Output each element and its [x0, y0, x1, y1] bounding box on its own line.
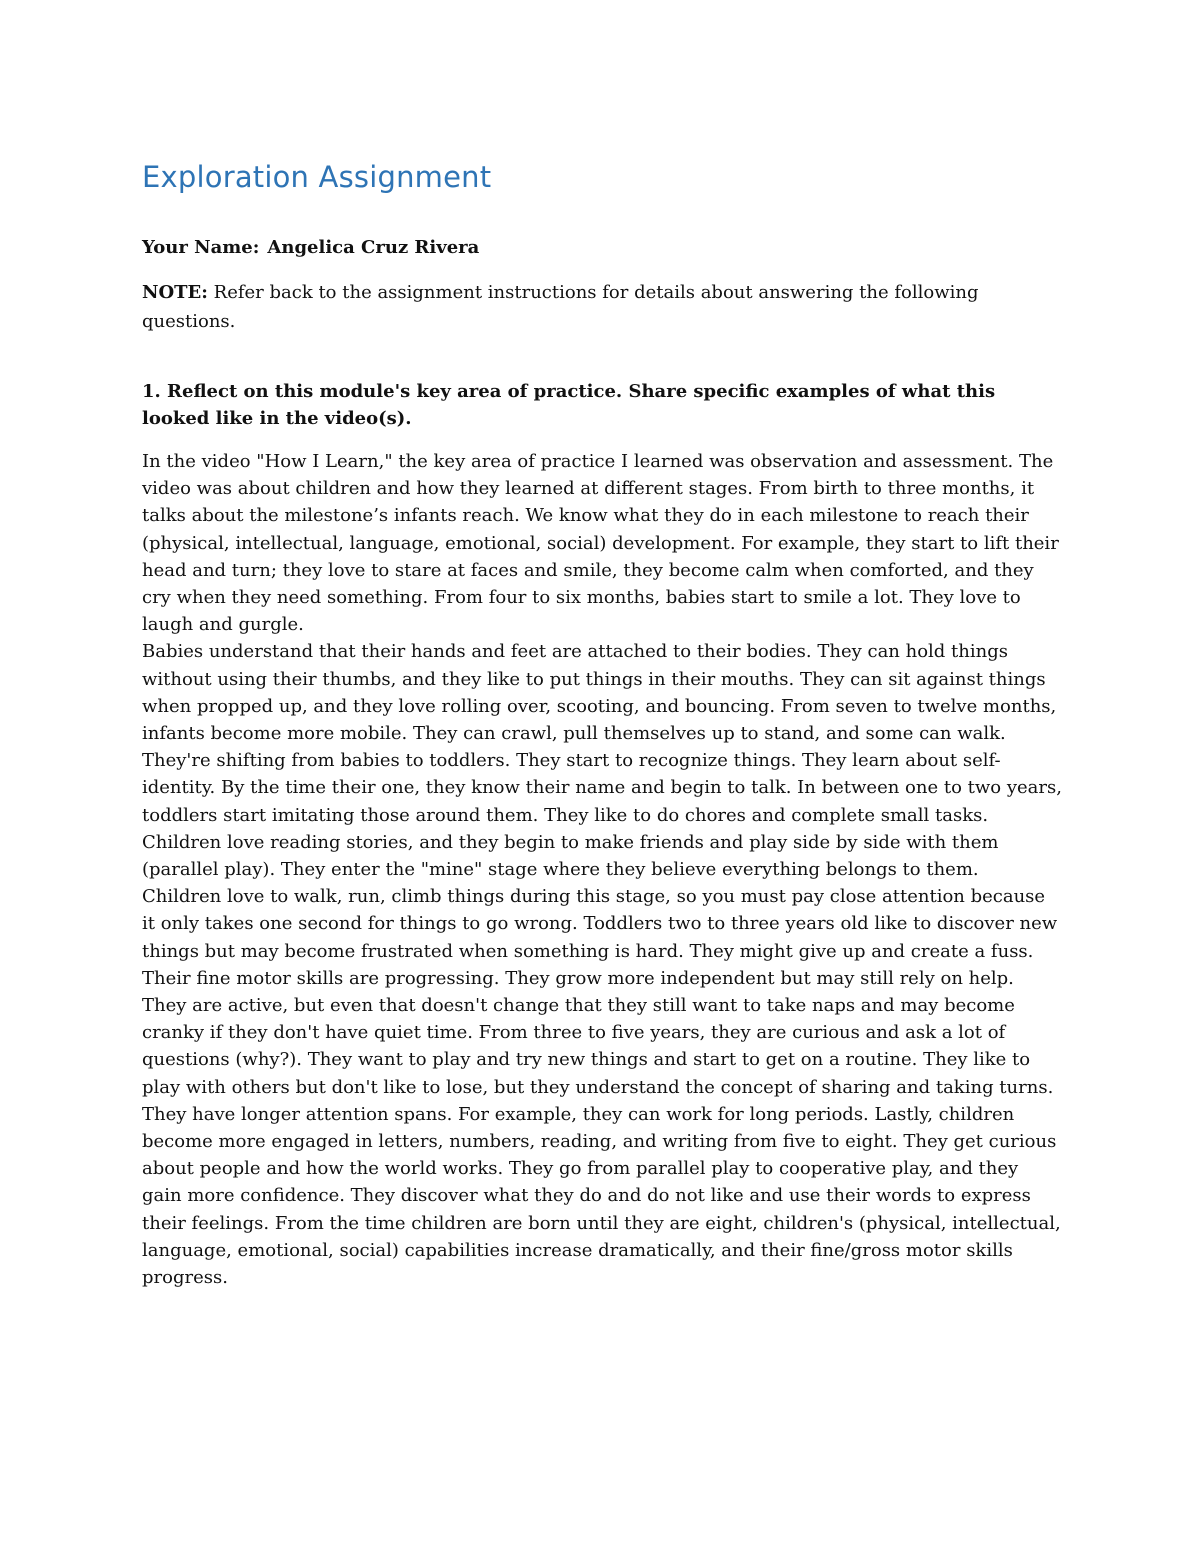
answer-1 — [142, 448, 1062, 1291]
note-text: Refer back to the assignment instructions for details about answering the following questions. — [142, 281, 979, 332]
note-label: NOTE: — [142, 281, 208, 303]
answer-paragraph-1: In the video "How I Learn," the key area of practice I learned was observation and assessment. The video was about children and how they learned at different stages. From birth to three months, it talks about the milestone’s infants reach. We know what they do in each milestone to reach their (physical, intellectual, language, emotional, social) development. For example, they start to lift their head and turn; they love to stare at faces and smile, they become calm when comforted, and they cry when they need something. From four to six months, babies start to smile a lot. They love to laugh and gurgle. — [142, 450, 1059, 636]
answer-paragraph-2: Babies understand that their hands and feet are attached to their bodies. They can hold things without using their thumbs, and they like to put things in their mouths. They can sit against things when propped up, and they love rolling over, scooting, and bouncing. From seven to twelve months, infants become more mobile. They can crawl, pull themselves up to stand, and some can walk. They're shifting from babies to toddlers. They start to recognize things. They learn about self-identity. By the time their one, they know their name and begin to talk. In between one to two years, toddlers start imitating those around them. They like to do chores and complete small tasks. Children love reading stories, and they begin to make friends and play side by side with them (parallel play). They enter the "mine" stage where they believe everything belongs to them. Children love to walk, run, climb things during this stage, so you must pay close attention because it only takes one second for things to go wrong. Toddlers two to three years old like to discover new things but may become frustrated when something is hard. They might give up and create a fuss. Their fine motor skills are progressing. They grow more independent but may still rely on help. They are active, but even that doesn't change that they still want to take naps and may become cranky if they don't have quiet time. From three to five years, they are curious and ask a lot of questions (why?). They want to play and try new things and start to get on a routine. They like to play with others but don't like to lose, but they understand the concept of sharing and taking turns. They have longer attention spans. For example, they can work for long periods. Lastly, children become more engaged in letters, numbers, reading, and writing from five to eight. They get curious about people and how the world works. They go from parallel play to cooperative play, and they gain more confidence. They discover what they do and do not like and use their words to express their feelings. From the time children are born until they are eight, children's (physical, intellectual, language, emotional, social) capabilities increase dramatically, and their fine/gross motor skills progress. — [142, 641, 1062, 1289]
document-title: Exploration Assignment — [142, 160, 492, 194]
name-value: Angelica Cruz Rivera — [267, 236, 480, 258]
name-line — [142, 235, 1062, 260]
document-body — [142, 160, 1062, 1291]
note-paragraph — [142, 278, 1062, 336]
name-label: Your Name: — [142, 236, 260, 258]
question-1: 1. Reflect on this module's key area of practice. Share specific examples of what this looked like in the video(s). — [142, 380, 996, 429]
